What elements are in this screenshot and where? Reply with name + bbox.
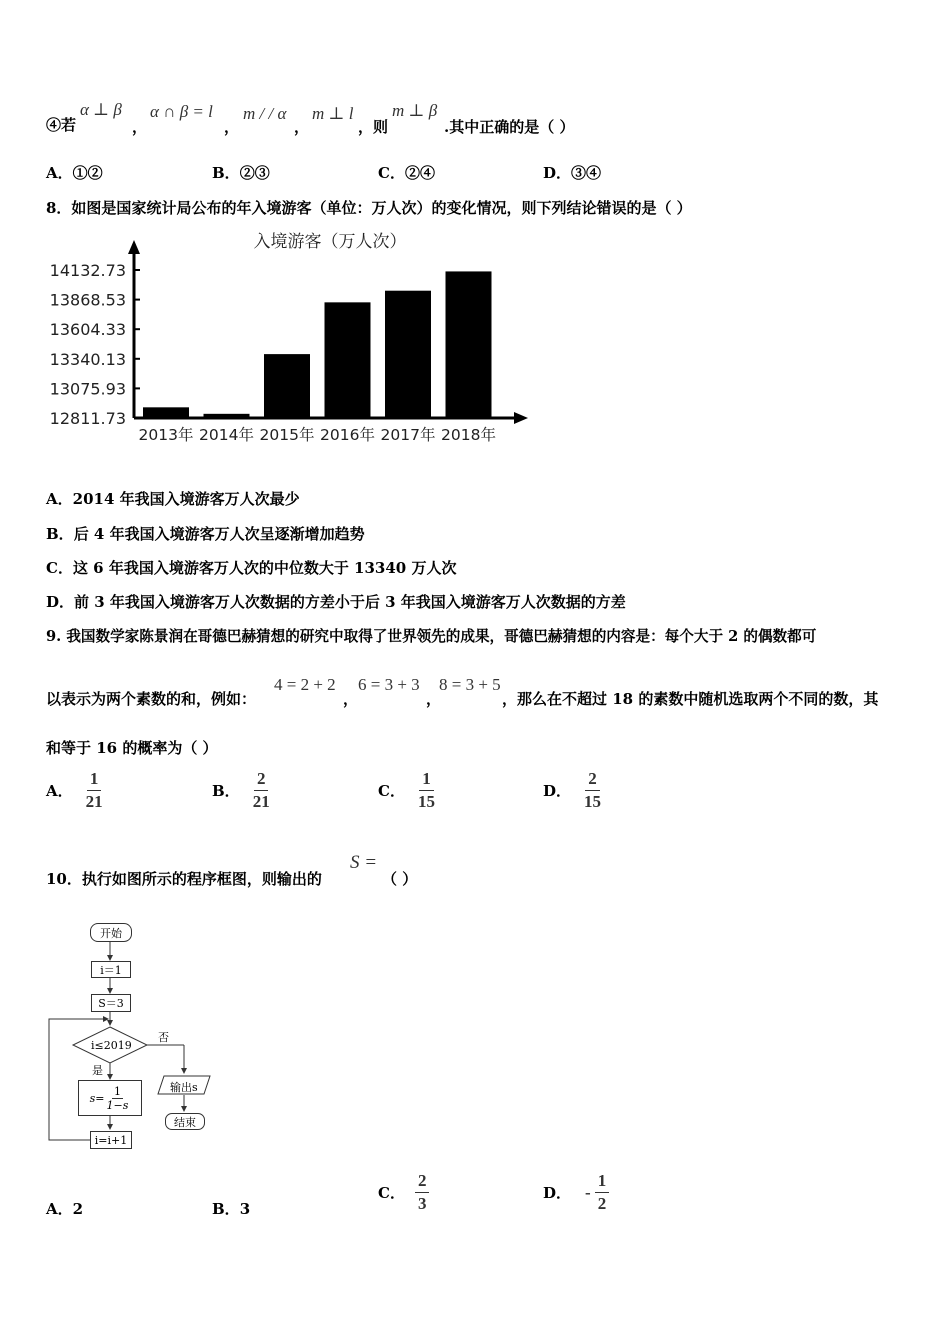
q8-stem: 8．如图是国家统计局公布的年入境游客（单位：万人次）的变化情况，则下列结论错误的是（ ）	[46, 199, 692, 217]
then-text: ，则	[358, 118, 389, 136]
chart-title: 入境游客（万人次）	[253, 232, 407, 252]
option-letter: C．	[46, 559, 73, 577]
fraction	[83, 770, 106, 811]
bar-2016年	[325, 302, 371, 418]
option-letter: B．	[46, 525, 74, 543]
option-text: 3	[239, 1200, 251, 1218]
flowchart	[40, 915, 240, 1155]
q9-option-b[interactable]	[212, 770, 273, 811]
x-tick-label: 2017年	[380, 426, 436, 444]
comma: ，	[294, 118, 310, 136]
x-tick-label: 2013年	[138, 426, 194, 444]
denominator: 21	[85, 792, 103, 811]
flow-yes-label: 是	[92, 1064, 103, 1077]
x-tick-label: 2018年	[441, 426, 496, 444]
flow-init-s: S＝3	[91, 994, 131, 1012]
q7-tail: .其中正确的是（ ）	[444, 118, 575, 136]
q9-option-c[interactable]	[378, 770, 438, 811]
x-tick-label: 2014年	[199, 426, 254, 444]
numerator: 1	[419, 770, 434, 791]
math-m-parallel-alpha: m / / α	[243, 104, 287, 123]
option-letter: A．	[46, 782, 73, 800]
y-tick-label: 13075.93	[49, 379, 126, 399]
flow-assign	[78, 1080, 142, 1116]
q9-line1: 9. 我国数学家陈景润在哥德巴赫猜想的研究中取得了世界领先的成果，哥德巴赫猜想的内容是：每个大于 2 的偶数都可	[46, 628, 817, 645]
fraction	[581, 770, 604, 811]
option-text: ②④	[404, 164, 435, 182]
q9-line2-post: ，那么在不超过 18 的素数中随机选取两个不同的数，其	[502, 690, 879, 708]
numerator: 1	[87, 770, 102, 791]
option-letter: A．	[46, 164, 73, 182]
minus-sign: -	[585, 1182, 591, 1202]
assign-lhs: s=	[89, 1091, 105, 1105]
flow-increment: i=i+1	[90, 1131, 132, 1149]
flow-condition: i≤2019	[91, 1039, 132, 1052]
fraction	[415, 770, 438, 811]
option-text: 2	[72, 1200, 84, 1218]
denominator: 21	[252, 792, 270, 811]
bar-2017年	[385, 291, 431, 418]
option-letter: D．	[543, 782, 572, 800]
option-text: ③④	[571, 164, 602, 182]
q7-item4-line	[46, 114, 76, 135]
option-letter: B．	[212, 164, 240, 182]
fraction	[415, 1172, 430, 1213]
x-axis-arrow-icon	[514, 412, 528, 424]
option-letter: D．	[46, 593, 75, 611]
assign-denominator: 1−s	[106, 1098, 129, 1112]
option-letter: C．	[378, 164, 405, 182]
q10-option-a[interactable]	[46, 1198, 83, 1219]
y-tick-label: 13868.53	[49, 290, 126, 310]
bar-2018年	[446, 271, 492, 418]
comma: ，	[132, 118, 148, 136]
math-eq-4: 4 = 2 + 2	[274, 675, 336, 694]
bar-2013年	[143, 407, 189, 418]
option-letter: B．	[212, 1200, 240, 1218]
comma: ，	[426, 690, 442, 708]
flow-init-i: i＝1	[91, 961, 131, 978]
option-letter: C．	[378, 1184, 405, 1202]
q9-option-a[interactable]	[46, 770, 106, 811]
x-tick-label: 2016年	[320, 426, 375, 444]
option-text: ①②	[72, 164, 103, 182]
flow-end: 结束	[165, 1113, 205, 1130]
option-letter: A．	[46, 1200, 73, 1218]
math-eq-6: 6 = 3 + 3	[358, 675, 420, 694]
q8-option-b[interactable]	[46, 523, 365, 544]
q7-option-d[interactable]	[543, 162, 601, 183]
option-letter: C．	[378, 782, 405, 800]
denominator: 2	[597, 1194, 607, 1213]
option-letter: A．	[46, 490, 73, 508]
y-tick-label: 12811.73	[49, 409, 126, 428]
q7-option-a[interactable]	[46, 162, 103, 183]
comma: ，	[224, 118, 240, 136]
math-m-perp-l: m ⊥ l	[312, 104, 354, 123]
flow-start: 开始	[90, 923, 132, 942]
q9-line2-pre: 以表示为两个素数的和，例如：	[46, 690, 257, 708]
y-tick-label: 13604.33	[49, 320, 126, 340]
math-eq-8: 8 = 3 + 5	[439, 675, 501, 694]
math-s-equals: S =	[350, 852, 378, 873]
option-letter: B．	[212, 782, 240, 800]
q10-stem-post: （ ）	[382, 870, 418, 888]
q10-stem-pre: 10．执行如图所示的程序框图，则输出的	[46, 870, 322, 888]
x-tick-label: 2015年	[259, 426, 315, 444]
y-tick-label: 14132.73	[49, 261, 126, 280]
option-letter: D．	[543, 164, 572, 182]
q7-option-b[interactable]	[212, 162, 270, 183]
numerator: 2	[415, 1172, 430, 1193]
flowchart-connectors	[40, 915, 240, 1155]
numerator: 1	[595, 1172, 610, 1193]
assign-numerator: 1	[113, 1084, 121, 1098]
option-text: 前 3 年我国入境游客万人次数据的方差小于后 3 年我国入境游客万人次数据的方差	[74, 593, 626, 611]
numerator: 2	[254, 770, 269, 791]
tourist-bar-chart	[40, 228, 540, 458]
math-alpha-perp-beta: α ⊥ β	[80, 100, 122, 119]
q7-item4-marker: ④若	[46, 116, 77, 134]
option-text: 后 4 年我国入境游客万人次呈逐渐增加趋势	[73, 525, 365, 543]
option-text: 这 6 年我国入境游客万人次的中位数大于 13340 万人次	[72, 559, 457, 577]
denominator: 15	[417, 792, 435, 811]
denominator: 15	[584, 792, 602, 811]
fraction	[250, 770, 273, 811]
flow-output: 输出s	[170, 1081, 198, 1094]
flow-no-label: 否	[158, 1031, 169, 1044]
q10-option-d[interactable]	[543, 1172, 609, 1213]
option-letter: D．	[543, 1184, 572, 1202]
y-tick-label: 13340.13	[49, 349, 126, 369]
numerator: 2	[585, 770, 600, 791]
option-text: 2014 年我国入境游客万人次最少	[72, 490, 300, 508]
q7-option-c[interactable]	[378, 162, 435, 183]
q8-option-d[interactable]	[46, 591, 626, 612]
denominator: 3	[417, 1194, 427, 1213]
q9-option-d[interactable]	[543, 770, 604, 811]
q8-option-c[interactable]	[46, 557, 456, 578]
math-m-perp-beta: m ⊥ β	[392, 101, 438, 120]
q10-option-c[interactable]	[378, 1172, 429, 1213]
math-alpha-cap-beta: α ∩ β = l	[150, 102, 213, 121]
assign-fraction	[105, 1085, 131, 1112]
q9-line3: 和等于 16 的概率为（ ）	[46, 739, 218, 757]
comma: ，	[343, 690, 359, 708]
y-axis-arrow-icon	[128, 240, 140, 254]
q10-option-b[interactable]	[212, 1198, 250, 1219]
bar-2015年	[264, 354, 310, 418]
fraction	[595, 1172, 610, 1213]
option-text: ②③	[239, 164, 270, 182]
q8-option-a[interactable]	[46, 488, 300, 509]
